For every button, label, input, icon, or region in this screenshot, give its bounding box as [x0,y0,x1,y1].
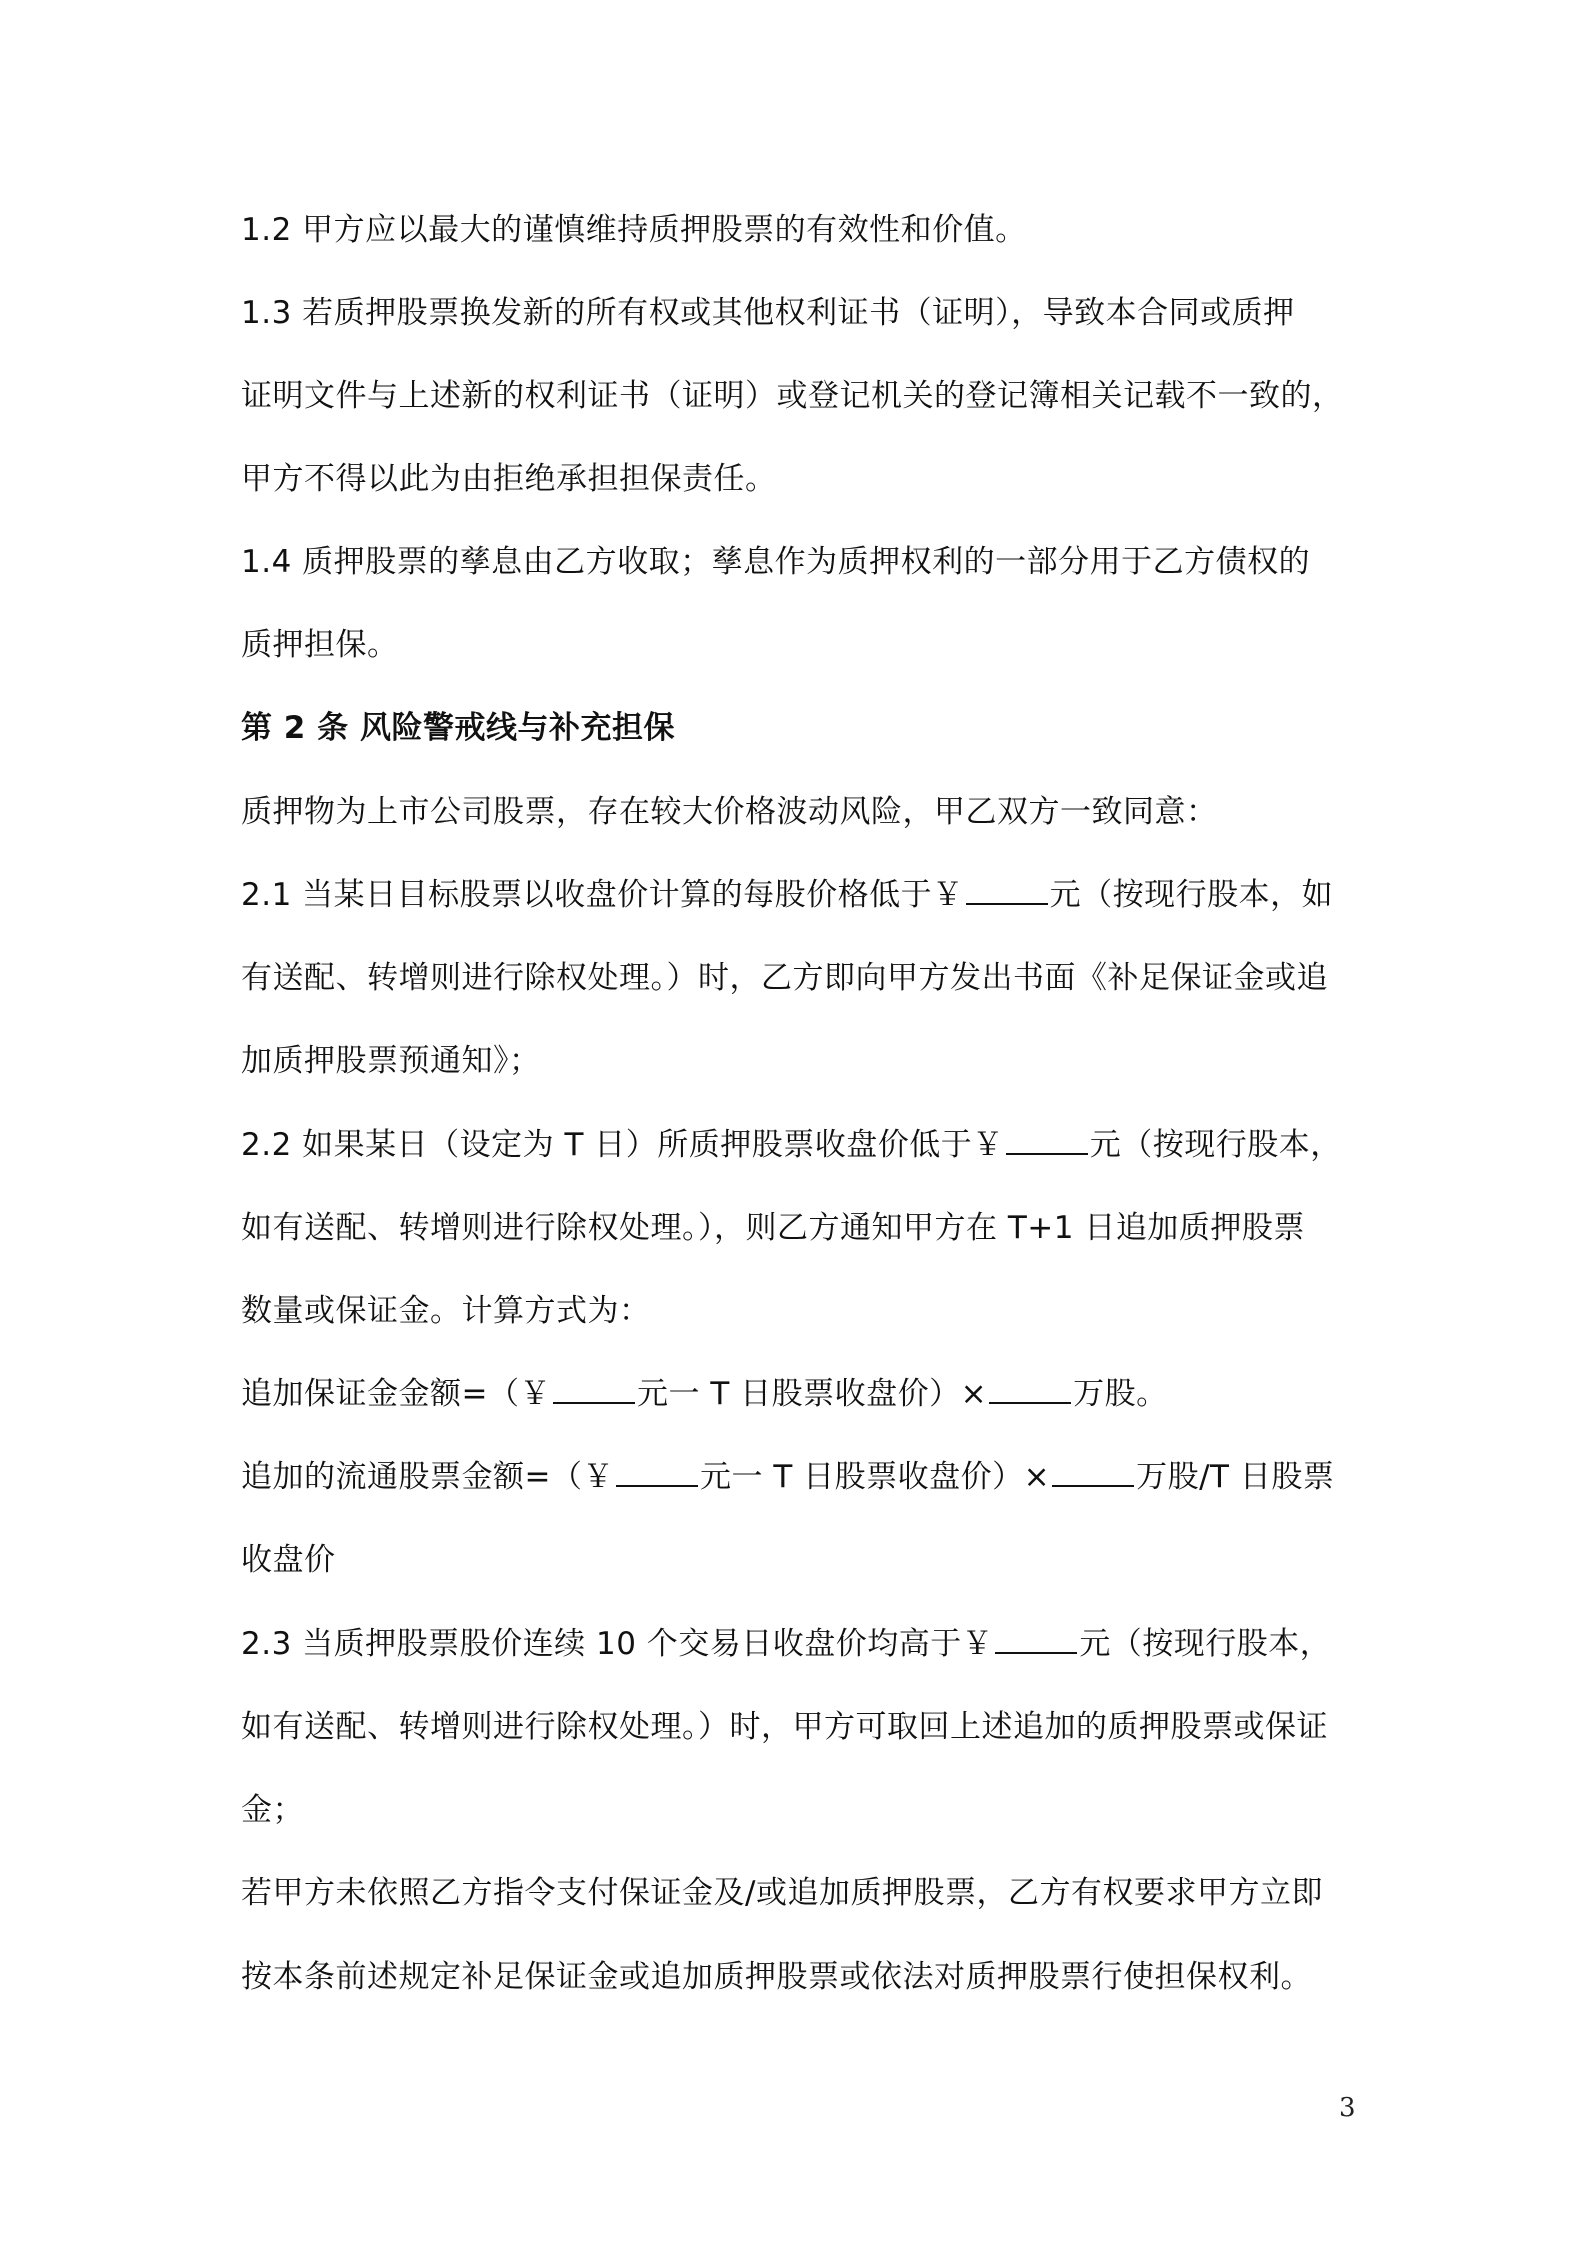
clause-2-2-text-1b: 元（按现行股本， [1089,1127,1342,1163]
page-number: 3 [1339,2093,1356,2123]
clause-2-1-text-1a: 2.1 当某日目标股票以收盘价计算的每股价格低于￥ [241,877,964,913]
clause-1-4-text-2: 质押担保。 [241,627,399,663]
clause-2-2-text-2: 如有送配、转增则进行除权处理。），则乙方通知甲方在 T+1 日追加质押股票 [241,1210,1305,1246]
clause-2-2-text-1a: 2.2 如果某日（设定为 T 日）所质押股票收盘价低于￥ [241,1127,1004,1163]
clause-1-3-line-3 [241,459,777,499]
clause-1-3-text-3: 甲方不得以此为由拒绝承担担保责任。 [241,461,777,497]
clause-2-3-line-2 [241,1707,1328,1747]
article-2-intro [241,792,1218,832]
shares-formula-line-2 [241,1540,336,1580]
clause-2-1-line-3 [241,1041,541,1081]
clause-2-1-line-1 [241,875,1333,915]
default-paragraph-text-1: 若甲方未依照乙方指令支付保证金及/或追加质押股票，乙方有权要求甲方立即 [241,1875,1323,1911]
clause-2-3-text-1a: 2.3 当质押股票股价连续 10 个交易日收盘价均高于￥ [241,1626,994,1662]
shares-formula-line-1 [241,1457,1334,1497]
margin-formula [241,1374,1168,1414]
shares-formula-text-d: 收盘价 [241,1542,336,1578]
clause-2-2-text-3: 数量或保证金。计算方式为： [241,1293,651,1329]
default-paragraph-line-2 [241,1957,1312,1997]
default-paragraph-text-2: 按本条前述规定补足保证金或追加质押股票或依法对质押股票行使担保权利。 [241,1959,1312,1995]
margin-formula-text-c: 万股。 [1073,1376,1168,1412]
clause-1-3-line-1 [241,293,1295,333]
shares-count-blank [1052,1457,1134,1487]
article-2-heading-text: 第 2 条 风险警戒线与补充担保 [241,710,675,746]
clause-2-1-text-1b: 元（按现行股本，如 [1049,877,1334,913]
shares-price-blank [616,1457,698,1487]
clause-2-3-line-3 [241,1790,304,1830]
clause-2-1-line-2 [241,958,1328,998]
margin-formula-text-a: 追加保证金金额=（￥ [241,1376,551,1412]
clause-2-1-text-2: 有送配、转增则进行除权处理。）时，乙方即向甲方发出书面《补足保证金或追 [241,960,1328,996]
clause-2-3-text-1b: 元（按现行股本， [1079,1626,1332,1662]
clause-1-4-line-2 [241,625,399,665]
clause-1-4-text-1: 1.4 质押股票的孳息由乙方收取；孳息作为质押权利的一部分用于乙方债权的 [241,544,1311,580]
margin-shares-blank [989,1374,1071,1404]
clause-2-2-line-3 [241,1291,651,1331]
article-2-intro-text: 质押物为上市公司股票，存在较大价格波动风险，甲乙双方一致同意： [241,794,1218,830]
clause-2-3-line-1 [241,1624,1331,1664]
clause-1-4-line-1 [241,542,1310,582]
clause-2-1-text-3: 加质押股票预通知》； [241,1043,541,1079]
clause-2-2-line-1 [241,1125,1342,1165]
clause-2-2-line-2 [241,1208,1305,1248]
clause-1-2-text: 1.2 甲方应以最大的谨慎维持质押股票的有效性和价值。 [241,212,1027,248]
price-blank-2-2 [1006,1125,1088,1155]
margin-price-blank [553,1374,635,1404]
clause-2-3-text-3: 金； [241,1792,304,1828]
clause-2-3-text-2: 如有送配、转增则进行除权处理。）时，甲方可取回上述追加的质押股票或保证 [241,1709,1328,1745]
clause-1-3-text-1: 1.3 若质押股票换发新的所有权或其他权利证书（证明），导致本合同或质押 [241,295,1295,331]
clause-1-2 [241,210,1027,250]
price-blank-2-1 [966,875,1048,905]
default-paragraph-line-1 [241,1873,1323,1913]
clause-1-3-text-2: 证明文件与上述新的权利证书（证明）或登记机关的登记簿相关记载不一致的， [241,378,1344,414]
shares-formula-text-b: 元一 T 日股票收盘价）× [699,1459,1051,1495]
article-2-heading [241,708,675,748]
margin-formula-text-b: 元一 T 日股票收盘价）× [636,1376,988,1412]
shares-formula-text-c: 万股/T 日股票 [1136,1459,1335,1495]
clause-1-3-line-2 [241,376,1344,416]
shares-formula-text-a: 追加的流通股票金额=（￥ [241,1459,614,1495]
price-blank-2-3 [995,1624,1077,1654]
